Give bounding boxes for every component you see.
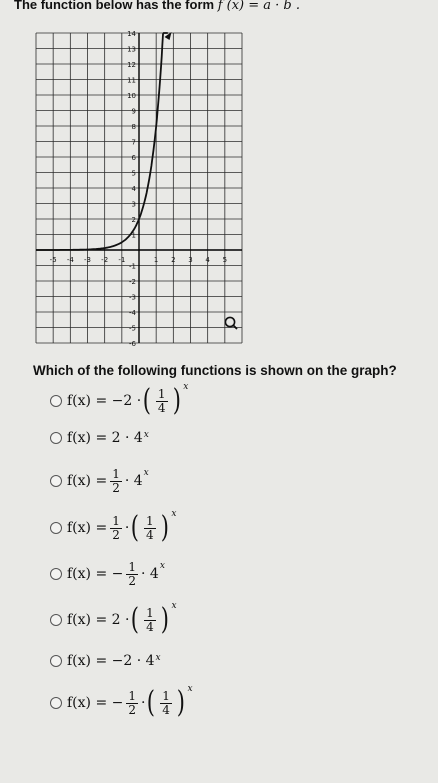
fraction-denominator: 2 [128,573,137,588]
fraction [110,515,122,542]
radio-button[interactable] [50,568,62,580]
fraction-numerator: 1 [112,466,120,481]
question-text: Which of the following functions is shown on the graph? [33,363,397,378]
option-expression [67,509,177,545]
exponent: x [155,653,161,663]
close-paren: ) [160,510,169,545]
x-tick-label: -4 [66,256,74,264]
x-tick-label: 2 [171,256,176,264]
y-tick-label: 8 [131,123,136,131]
option-expression [67,561,165,588]
expression-prefix: f(x) = − [67,566,124,582]
expression-middle: · 4 [141,566,159,582]
answer-option-4[interactable] [50,506,410,550]
y-tick-label: -2 [129,278,136,286]
answer-option-7[interactable] [50,639,410,683]
exponent: x [171,509,177,519]
radio-button[interactable] [50,655,62,667]
y-tick-label: 5 [131,169,136,178]
y-tick-label: 6 [131,154,136,162]
x-tick-label: -1 [118,256,126,264]
fraction-denominator: 2 [112,527,120,542]
close-paren: ) [176,685,185,720]
answer-option-3[interactable] [50,459,410,503]
fraction-numerator: 1 [128,559,137,574]
y-tick-label: -5 [129,324,136,333]
exponent: x [187,684,193,694]
y-tick-label: -6 [129,340,136,348]
y-tick-label: -3 [129,293,136,302]
y-tick-label: 13 [127,45,136,54]
close-paren: ) [160,602,169,637]
x-tick-label: -3 [84,256,91,264]
fraction-numerator: 1 [146,605,154,620]
open-paren: ( [142,383,152,418]
radio-button[interactable] [50,522,62,534]
expression-prefix: f(x) = − [67,695,124,711]
close-paren: ) [172,383,181,418]
fraction [160,690,172,717]
option-expression [67,601,177,637]
answer-option-8[interactable] [50,681,410,725]
radio-button[interactable] [50,614,62,626]
exponent: x [143,430,149,440]
y-tick-label: 10 [127,92,136,100]
fraction-numerator: 1 [146,513,154,528]
fraction-denominator: 4 [146,527,154,542]
fraction [110,468,122,495]
expression-prefix: f(x) = [67,473,108,489]
option-expression [67,430,149,446]
fraction-denominator: 4 [146,619,154,634]
radio-button[interactable] [50,432,62,444]
fraction [144,607,156,634]
exponent: x [183,382,189,392]
y-tick-label: 4 [131,185,136,193]
y-tick-label: -1 [129,262,136,271]
fraction-denominator: 4 [162,702,170,717]
exponent: x [171,601,177,611]
exponent: x [159,560,165,571]
option-expression [67,468,149,495]
y-tick-label: 1 [131,231,136,240]
expression-middle: · 4 [124,473,143,489]
fraction-numerator: 1 [162,688,170,703]
y-tick-label: 3 [131,200,136,209]
fraction [156,388,168,415]
fraction-numerator: 1 [112,513,120,528]
graph-curve [36,32,172,250]
y-tick-label: 9 [131,107,136,116]
radio-button[interactable] [50,697,62,709]
x-tick-label: 1 [153,256,159,264]
x-tick-label: -2 [101,256,109,264]
fraction [126,690,138,717]
expression-middle: · [124,520,130,536]
expression-prefix: f(x) = −2 · [67,393,142,409]
y-tick-label: 11 [127,76,136,85]
open-paren: ( [131,510,140,545]
radio-button[interactable] [50,395,62,407]
header-formula: f (x) = a · b . [217,0,300,13]
option-expression [67,382,189,418]
fraction-denominator: 2 [128,702,137,717]
x-tick-label: 5 [222,256,228,264]
function-graph [0,0,438,360]
header-text: The function below has the form [14,0,215,12]
fraction-denominator: 2 [112,480,120,495]
expression-middle: · [141,695,146,711]
x-tick-label: 4 [205,256,210,264]
option-expression [67,653,161,669]
answer-option-2[interactable] [50,416,410,460]
x-tick-label: -5 [49,256,57,264]
fraction-numerator: 1 [128,688,137,703]
expression-prefix: f(x) = 2 · [67,612,130,628]
y-tick-label: 12 [127,61,136,69]
answer-option-6[interactable] [50,598,410,642]
fraction [126,561,138,588]
answer-option-5[interactable] [50,552,410,596]
expression-prefix: f(x) = [67,520,108,536]
radio-button[interactable] [50,475,62,487]
exponent: x [143,467,149,478]
x-tick-label: 3 [188,256,193,264]
open-paren: ( [147,685,156,720]
open-paren: ( [131,602,140,637]
expression-prefix: f(x) = −2 · 4 [67,653,155,669]
y-tick-label: 7 [131,138,136,147]
fraction [144,515,156,542]
y-tick-label: 14 [127,30,136,38]
fraction-numerator: 1 [157,386,166,401]
fraction-denominator: 4 [157,400,166,415]
expression-prefix: f(x) = 2 · 4 [67,430,143,446]
y-tick-label: -4 [129,309,136,317]
option-expression [67,684,193,720]
y-tick-label: 2 [131,216,136,224]
